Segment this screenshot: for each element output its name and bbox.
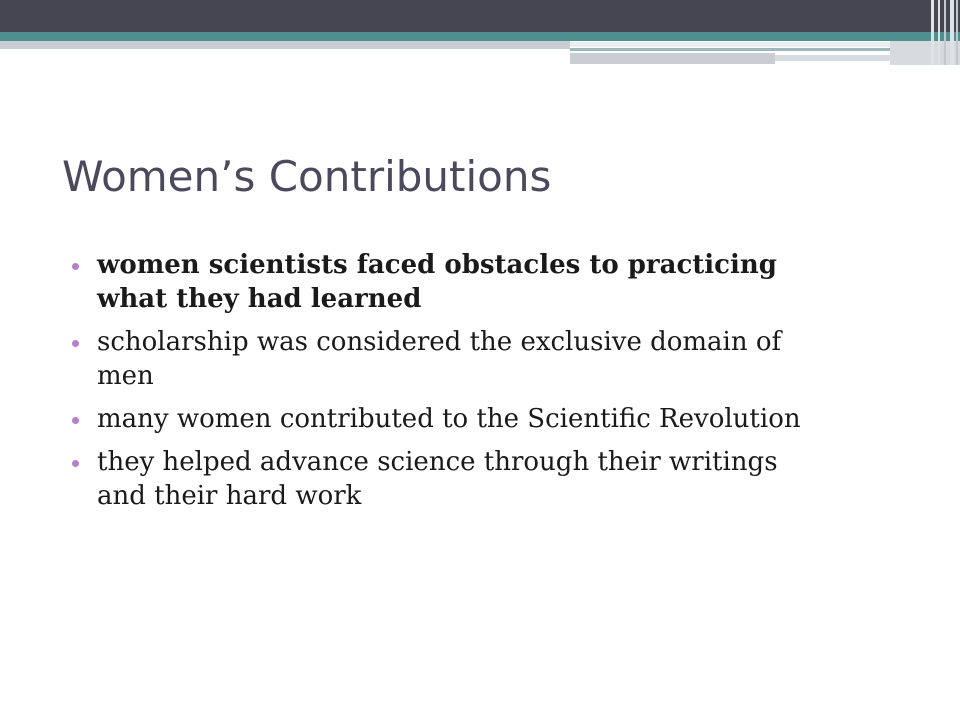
bullet-text: scholarship was considered the exclusive domain of men [97,327,782,391]
bullet-item [70,445,810,513]
bullet-text: they helped advance science through their writings and their hard work [97,447,778,511]
bullet-dot-icon [72,263,79,270]
bullet-dot-icon [72,340,79,347]
bullet-text: many women contributed to the Scientific Revolution [97,404,801,434]
header-vertical-stripe [931,0,934,65]
header-thin-line [570,48,890,51]
bullet-dot-icon [72,460,79,467]
bullet-list [70,248,810,522]
header-teal-band [0,32,960,41]
header-vertical-stripe [956,0,958,65]
bullet-item [70,248,810,316]
bullet-text: women scientists faced obstacles to practicing what they had learned [97,250,777,314]
header-dark-band [0,0,960,32]
header-short-band-right [775,55,890,61]
bullet-item [70,325,810,393]
bullet-item [70,402,810,436]
slide-title: Women’s Contributions [62,152,552,201]
header-gray-band [0,41,570,49]
header-vertical-stripe [950,0,954,65]
header-short-band [570,53,775,64]
header-light-strip [570,42,890,47]
header-vertical-stripe [938,0,940,65]
bullet-dot-icon [72,417,79,424]
header-vertical-stripe [944,0,946,65]
